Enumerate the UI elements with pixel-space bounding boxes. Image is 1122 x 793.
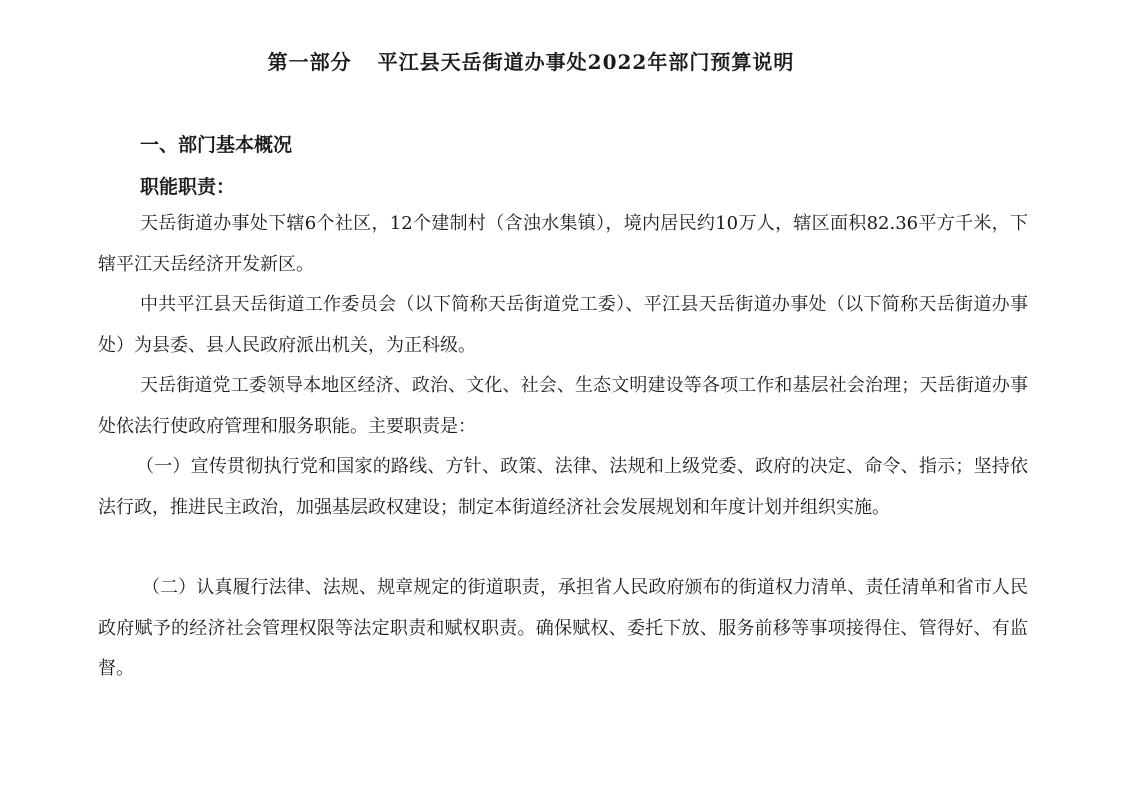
paragraph-leadership: 天岳街道党工委领导本地区经济、政治、文化、社会、生态文明建设等各项工作和基层社会治理；天岳街道办事处依法行使政府管理和服务职能。主要职责是： bbox=[98, 375, 1028, 437]
paragraph-organization: 中共平江县天岳街道工作委员会（以下简称天岳街道党工委）、平江县天岳街道办事处（以下简称天岳街道办事处）为县委、县人民政府派出机关，为正科级。 bbox=[98, 294, 1028, 356]
paragraph-overview: 天岳街道办事处下辖6个社区，12个建制村（含浊水集镇），境内居民约10万人，辖区面积82.36平方千米，下辖平江天岳经济开发新区。 bbox=[98, 213, 1028, 275]
title-part: 第一部分 bbox=[267, 50, 352, 74]
title-main: 平江县天岳街道办事处2022年部门预算说明 bbox=[377, 50, 795, 74]
paragraph-duty-2: （二）认真履行法律、法规、规章规定的街道职责，承担省人民政府颁布的街道权力清单、责任清单和省市人民政府赋予的经济社会管理权限等法定职责和赋权职责。确保赋权、委托下放、服务前移等事项接得住、管得好、有监督。 bbox=[98, 577, 1028, 679]
section-heading: 一、部门基本概况 bbox=[140, 134, 293, 156]
paragraph-duty-1: （一）宣传贯彻执行党和国家的路线、方针、政策、法律、法规和上级党委、政府的决定、命令、指示；坚持依法行政，推进民主政治，加强基层政权建设；制定本街道经济社会发展规划和年度计划并组织实施。 bbox=[98, 456, 1028, 518]
document-title bbox=[0, 46, 1062, 75]
sub-heading: 职能职责： bbox=[140, 176, 236, 198]
